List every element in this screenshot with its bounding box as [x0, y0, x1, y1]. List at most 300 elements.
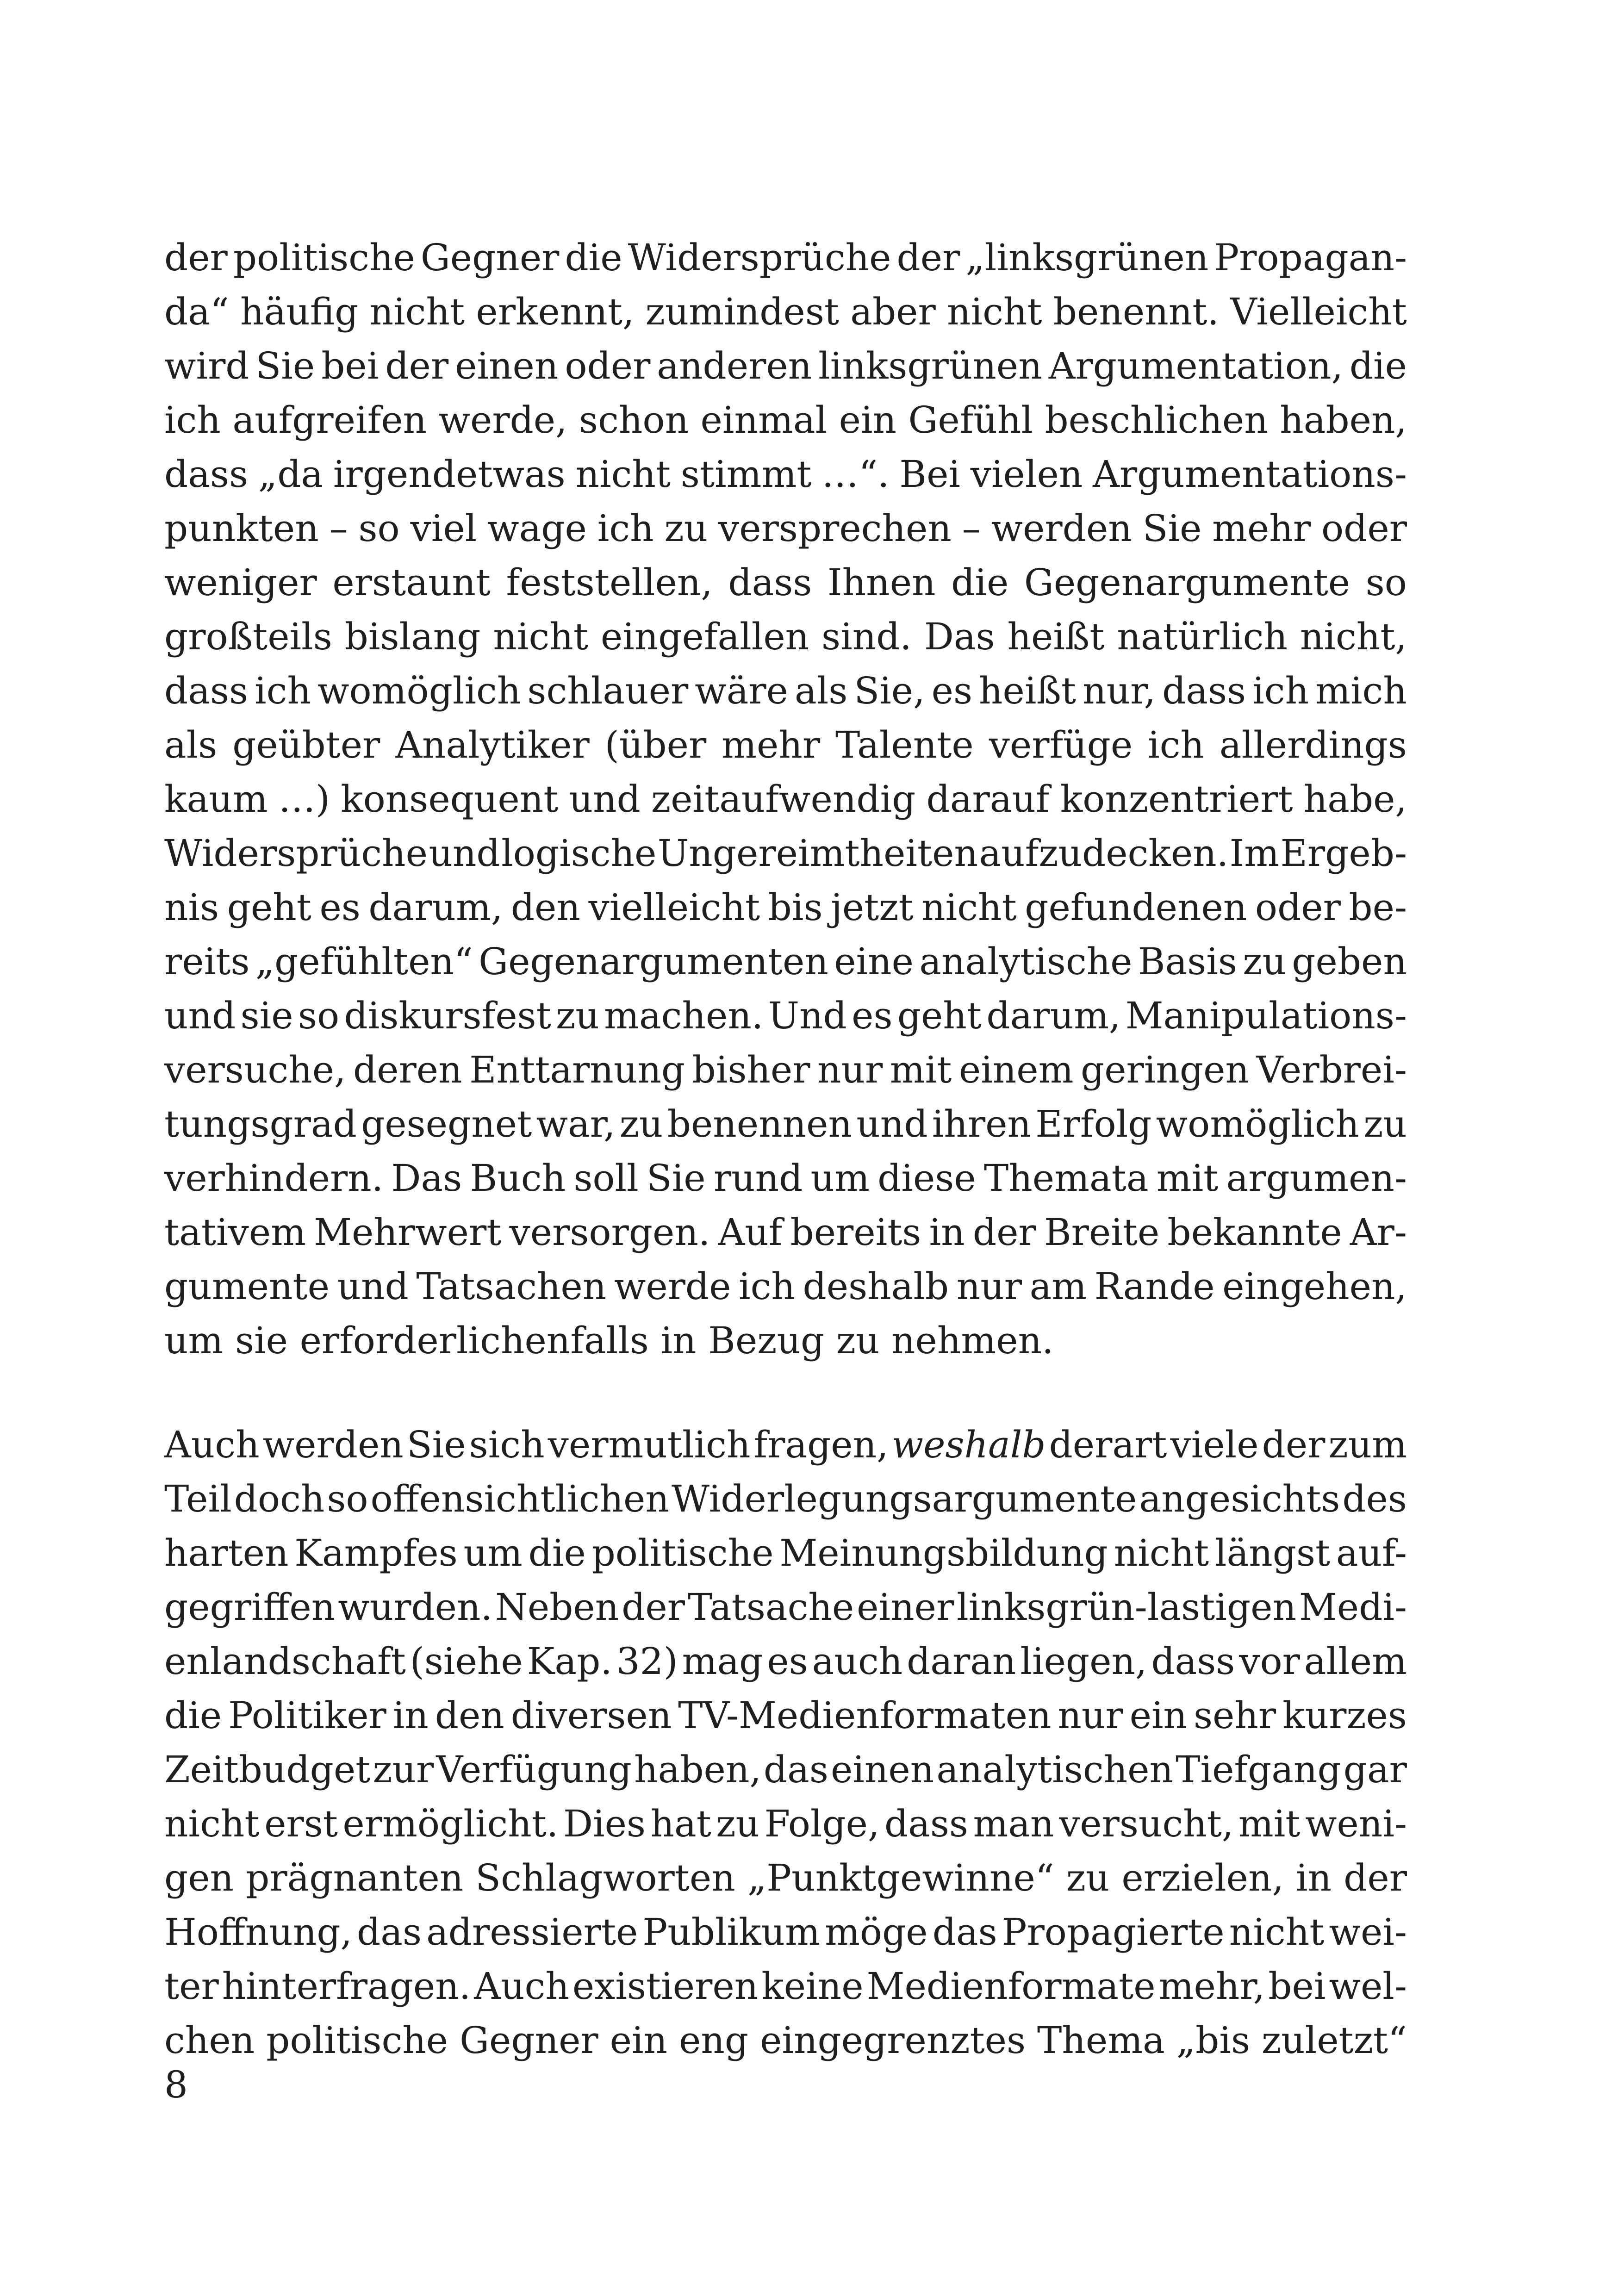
word: es	[319, 886, 361, 929]
word: reits	[164, 940, 250, 983]
word: nicht	[1114, 1531, 1209, 1574]
word: allerdings	[1219, 723, 1407, 766]
word: eingefallen	[600, 615, 809, 658]
word: Argumentations-	[1093, 453, 1407, 496]
word: werde	[614, 1265, 731, 1308]
word: man	[973, 1802, 1054, 1845]
word: geringen	[1080, 1048, 1249, 1091]
text-line	[164, 1905, 1407, 1959]
word: punkten	[164, 507, 319, 550]
word: mit	[1156, 1157, 1219, 1200]
word: großteils	[164, 615, 332, 658]
word: wel-	[1329, 1965, 1407, 2008]
word: dass	[728, 561, 812, 604]
word: Talente	[835, 723, 974, 766]
word: Auch	[474, 1965, 569, 2008]
word: viel	[410, 507, 477, 550]
word: als	[795, 669, 848, 712]
word: gefundenen	[1025, 886, 1247, 929]
word: mehr	[1212, 507, 1311, 550]
word: Meinungsbildung	[779, 1531, 1108, 1574]
word: soll	[573, 1157, 639, 1200]
word: der	[385, 344, 449, 387]
word: argumen-	[1226, 1157, 1407, 1200]
word: eng	[679, 2019, 749, 2062]
word: versprechen	[718, 507, 952, 550]
word: verhindern.	[164, 1157, 384, 1200]
word: zu	[1066, 1856, 1110, 1899]
word: politische	[266, 2019, 448, 2062]
word: oder	[565, 344, 651, 387]
word: bekannte	[1167, 1211, 1342, 1254]
word: der	[164, 236, 228, 279]
word: Ar-	[1350, 1211, 1407, 1254]
word: Und	[768, 994, 847, 1037]
word: als	[164, 723, 218, 766]
word: linksgrünen	[818, 344, 1042, 387]
word: Schlagworten	[475, 1856, 735, 1899]
word: tungsgrad	[164, 1102, 357, 1145]
word: und	[164, 994, 236, 1037]
word: auch	[812, 1640, 903, 1683]
word: habe,	[1303, 778, 1407, 821]
word: erkennt,	[476, 290, 635, 333]
word: um	[810, 1157, 870, 1200]
word: Hoffnung,	[164, 1910, 352, 1954]
word: Sie	[406, 1423, 466, 1466]
word: darum,	[368, 886, 503, 929]
word: bis	[768, 886, 823, 929]
word: so	[298, 994, 340, 1037]
word: chen	[164, 2019, 255, 2062]
word: ein	[610, 2019, 668, 2062]
word: der	[972, 1211, 1036, 1254]
word: einer	[857, 1586, 954, 1629]
word: dass	[1162, 669, 1246, 712]
word: schlauer	[527, 669, 689, 712]
word: mit	[1238, 1802, 1301, 1845]
word: um	[164, 1319, 224, 1362]
word: Verbrei-	[1256, 1048, 1407, 1091]
text-line	[164, 826, 1407, 880]
word: –	[962, 507, 981, 550]
word: nicht	[493, 615, 588, 658]
word: mehr	[722, 723, 821, 766]
word: darum,	[986, 994, 1121, 1037]
word: Buch	[470, 1157, 566, 1200]
word: ich	[255, 669, 311, 712]
word: und	[856, 1102, 928, 1145]
word: konzentriert	[1060, 778, 1293, 821]
word: in	[929, 1211, 965, 1254]
word: enlandschaft	[164, 1640, 406, 1683]
text-line	[164, 1742, 1407, 1797]
word: offensichtlichen	[370, 1477, 669, 1520]
word: nicht	[921, 886, 1017, 929]
word: Widersprüche	[164, 832, 428, 875]
word: geht	[227, 886, 311, 929]
word: zu	[664, 507, 708, 550]
word: geht	[897, 994, 982, 1037]
word: deren	[353, 1048, 462, 1091]
word: einen	[455, 344, 559, 387]
word: in	[660, 1319, 697, 1362]
word: Neben	[495, 1586, 619, 1629]
word: liegen,	[1020, 1640, 1147, 1683]
word: haben,	[634, 1748, 761, 1791]
word: Kap.	[527, 1640, 612, 1683]
word: Tiefgang	[1176, 1748, 1341, 1791]
word: Gegenargumenten	[479, 940, 828, 983]
word: es	[931, 669, 972, 712]
word: womöglich	[317, 669, 521, 712]
word: das	[357, 1910, 422, 1954]
word: die	[565, 236, 622, 279]
word: „Punktgewinne“	[747, 1856, 1054, 1899]
word: „bis	[1176, 2019, 1250, 2062]
word: nur	[817, 1048, 883, 1091]
word: nicht	[946, 290, 1042, 333]
word: schon	[579, 398, 689, 442]
word: die	[164, 1694, 222, 1737]
word: haben,	[1280, 398, 1407, 442]
word: (über	[604, 723, 707, 766]
word: nur	[956, 1265, 1022, 1308]
word: versucht,	[1059, 1802, 1234, 1845]
text-line	[164, 1151, 1407, 1205]
word: so	[358, 507, 400, 550]
word: mich	[1315, 669, 1407, 712]
word: das	[763, 1748, 828, 1791]
word: erstaunt	[332, 561, 491, 604]
word: womöglich	[1156, 1102, 1360, 1145]
word: vielleicht	[588, 886, 760, 929]
word: in	[392, 1694, 429, 1737]
word: bei	[321, 344, 379, 387]
word: Gefühl	[908, 398, 1033, 442]
word: ich	[164, 398, 221, 442]
text-line	[164, 880, 1407, 934]
word: „da	[258, 453, 324, 496]
word: zu	[836, 1319, 880, 1362]
word: den	[510, 886, 580, 929]
word: dass	[164, 669, 249, 712]
word: benennt.	[1053, 290, 1219, 333]
word: machen.	[604, 994, 764, 1037]
word: Zeitbudget	[164, 1748, 371, 1791]
word: Widersprüche	[628, 236, 891, 279]
word: linksgrün-lastigen	[957, 1586, 1296, 1629]
word: tativem	[164, 1211, 306, 1254]
word: allem	[1304, 1640, 1407, 1683]
word: fragen,	[753, 1423, 889, 1466]
word: oder	[1321, 507, 1407, 550]
text-line	[164, 501, 1407, 555]
word: werde,	[438, 398, 567, 442]
word: Im	[1229, 832, 1280, 875]
word: aber	[850, 290, 936, 333]
word: um	[463, 1531, 523, 1574]
word: deshalb	[803, 1265, 949, 1308]
word: sind.	[821, 615, 912, 658]
word: …)	[278, 778, 330, 821]
word: wage	[487, 507, 587, 550]
text-line	[164, 339, 1407, 393]
word: oder	[1255, 886, 1341, 929]
word: nur,	[1083, 669, 1156, 712]
word: Mehrwert	[314, 1211, 502, 1254]
text-line	[164, 1043, 1407, 1097]
word: ich	[1252, 669, 1309, 712]
word: benennen	[667, 1102, 853, 1145]
word: ermöglicht.	[342, 1802, 559, 1845]
word: Propagan-	[1214, 236, 1407, 279]
word: in	[1296, 1856, 1332, 1899]
word: erforderlichenfalls	[299, 1319, 649, 1362]
word: konsequent	[341, 778, 559, 821]
word: nicht	[1229, 1910, 1325, 1954]
word: Medienformate	[866, 1965, 1156, 2008]
word: und	[429, 832, 500, 875]
word: Gegenargumente	[1024, 561, 1350, 604]
word: zuletzt“	[1261, 2019, 1407, 2062]
word: 32)	[616, 1640, 678, 1683]
word: häufig	[240, 290, 359, 333]
word: sie	[235, 1319, 288, 1362]
word: mag	[682, 1640, 763, 1683]
word: sich	[469, 1423, 545, 1466]
word: natürlich	[1117, 615, 1288, 658]
word: heißt	[979, 669, 1077, 712]
text-line	[164, 1580, 1407, 1634]
word: Das	[924, 615, 995, 658]
word: gumente	[164, 1265, 330, 1308]
word: Teil	[164, 1477, 232, 1520]
paragraph-1	[164, 230, 1407, 1368]
word: möge	[825, 1910, 928, 1954]
word: …“.	[821, 453, 890, 496]
text-line	[164, 1688, 1407, 1742]
word: Enttarnung	[469, 1048, 685, 1091]
word: der	[1344, 1856, 1407, 1899]
word: „gefühlten“	[255, 940, 473, 983]
word: –	[329, 507, 348, 550]
word: jetzt	[831, 886, 914, 929]
word: mehr,	[1158, 1965, 1265, 2008]
word: des	[1342, 1477, 1407, 1520]
word: anderen	[657, 344, 812, 387]
word: aufgreifen	[232, 398, 427, 442]
word: vor	[1239, 1640, 1300, 1683]
word: da“	[164, 290, 229, 333]
word: analytische	[919, 940, 1133, 983]
text-line	[164, 393, 1407, 447]
word: wäre	[695, 669, 788, 712]
word: weshalb	[891, 1423, 1046, 1466]
word: den	[435, 1694, 504, 1737]
word: politische	[233, 236, 415, 279]
text-line	[164, 1313, 1407, 1368]
word: Argumentation,	[1048, 344, 1343, 387]
word: gar	[1343, 1748, 1407, 1791]
word: verfüge	[989, 723, 1133, 766]
word: eingegrenztes	[760, 2019, 1026, 2062]
word: Das	[391, 1157, 462, 1200]
word: ter	[164, 1965, 219, 2008]
word: feststellen,	[506, 561, 713, 604]
text-line	[164, 664, 1407, 718]
word: längst	[1214, 1531, 1331, 1574]
text-line	[164, 989, 1407, 1043]
word: Auch	[164, 1423, 260, 1466]
word: ich	[739, 1265, 795, 1308]
word: Rande	[1094, 1265, 1215, 1308]
word: geben	[1292, 940, 1407, 983]
word: einen	[830, 1748, 934, 1791]
word: bei	[1268, 1965, 1326, 2008]
word: werden	[262, 1423, 404, 1466]
word: zu	[1363, 1102, 1407, 1145]
text-line	[164, 1472, 1407, 1526]
word: Politiker	[228, 1694, 386, 1737]
word: adressierte	[426, 1910, 638, 1954]
word: Tatsache	[687, 1586, 854, 1629]
word: zumindest	[645, 290, 840, 333]
word: Ihnen	[828, 561, 936, 604]
word: nur	[1058, 1694, 1123, 1737]
word: Sie,	[854, 669, 925, 712]
word: mit	[890, 1048, 952, 1091]
word: der	[1262, 1423, 1326, 1466]
word: dass	[884, 1802, 968, 1845]
word: zum	[1328, 1423, 1407, 1466]
text-line	[164, 1526, 1407, 1580]
text-line	[164, 1259, 1407, 1313]
word: gegriffen	[164, 1586, 336, 1629]
word: nicht	[575, 453, 671, 496]
word: diversen	[510, 1694, 672, 1737]
page-number: 8	[164, 2063, 188, 2106]
word: bereits	[790, 1211, 921, 1254]
word: kurzes	[1282, 1694, 1407, 1737]
word: eingehen,	[1222, 1265, 1407, 1308]
text-line	[164, 285, 1407, 339]
word: vielen	[970, 453, 1083, 496]
word: Bezug	[708, 1319, 825, 1362]
word: Sie	[646, 1157, 706, 1200]
text-line	[164, 1797, 1407, 1851]
word: Vielleicht	[1230, 290, 1407, 333]
word: weni-	[1305, 1802, 1407, 1845]
word: rund	[713, 1157, 803, 1200]
word: diese	[877, 1157, 976, 1200]
word: existieren	[572, 1965, 759, 2008]
word: werden	[991, 507, 1132, 550]
word: Publikum	[642, 1910, 820, 1954]
word: Basis	[1138, 940, 1237, 983]
word: wei-	[1329, 1910, 1407, 1954]
word: versorgen.	[509, 1211, 710, 1254]
word: Dies	[563, 1802, 646, 1845]
word: erst	[264, 1802, 338, 1845]
word: viele	[1170, 1423, 1259, 1466]
word: Auf	[718, 1211, 783, 1254]
paragraph-2	[164, 1418, 1407, 2067]
word: zu	[1243, 940, 1286, 983]
word: einem	[958, 1048, 1074, 1091]
word: es	[852, 994, 893, 1037]
word: Erfolg	[1035, 1102, 1152, 1145]
word: nicht,	[1300, 615, 1407, 658]
word: daran	[907, 1640, 1016, 1683]
word: dass	[1151, 1640, 1235, 1683]
word: zeitaufwendig	[651, 778, 916, 821]
word: nicht	[164, 1802, 260, 1845]
word: darauf	[926, 778, 1050, 821]
word: wurden.	[338, 1586, 492, 1629]
word: Breite	[1044, 1211, 1160, 1254]
word: die	[528, 1531, 586, 1574]
word: Sie	[255, 344, 315, 387]
word: logische	[501, 832, 657, 875]
word: Ergeb-	[1280, 832, 1407, 875]
word: so	[1365, 561, 1407, 604]
word: versuche,	[164, 1048, 346, 1091]
word: ich	[597, 507, 654, 550]
word: einmal	[700, 398, 828, 442]
word: heißt	[1007, 615, 1105, 658]
word: beschlichen	[1045, 398, 1268, 442]
word: gen	[164, 1856, 234, 1899]
word: derart	[1049, 1423, 1167, 1466]
word: nis	[164, 886, 219, 929]
word: auf-	[1336, 1531, 1407, 1574]
word: sie	[240, 994, 293, 1037]
word: weniger	[164, 561, 317, 604]
word: Widerlegungsargumente	[671, 1477, 1137, 1520]
text-line	[164, 934, 1407, 989]
word: Propagierte	[1002, 1910, 1225, 1954]
word: vermutlich	[548, 1423, 751, 1466]
word: prägnanten	[246, 1856, 464, 1899]
word: Tatsachen	[416, 1265, 607, 1308]
text-line	[164, 555, 1407, 610]
word: Verfügung	[436, 1748, 632, 1791]
text-line	[164, 1418, 1407, 1472]
word: Gegner	[420, 236, 560, 279]
word: TV-Medienformaten	[678, 1694, 1052, 1737]
word: analytischen	[936, 1748, 1174, 1791]
word: ein	[1129, 1694, 1188, 1737]
word: der	[896, 236, 960, 279]
text-line	[164, 2013, 1407, 2067]
word: angesichts	[1139, 1477, 1340, 1520]
word: hat	[650, 1802, 711, 1845]
word: ihren	[932, 1102, 1031, 1145]
word: sehr	[1194, 1694, 1276, 1737]
word: eine	[834, 940, 914, 983]
word: das	[932, 1910, 997, 1954]
word: stimmt	[680, 453, 812, 496]
word: zu	[716, 1802, 760, 1845]
word: Themata	[983, 1157, 1149, 1200]
word: am	[1029, 1265, 1087, 1308]
text-line	[164, 447, 1407, 501]
word: zu	[556, 994, 599, 1037]
word: Manipulations-	[1125, 994, 1407, 1037]
word: Kampfes	[294, 1531, 458, 1574]
word: erzielen,	[1121, 1856, 1284, 1899]
